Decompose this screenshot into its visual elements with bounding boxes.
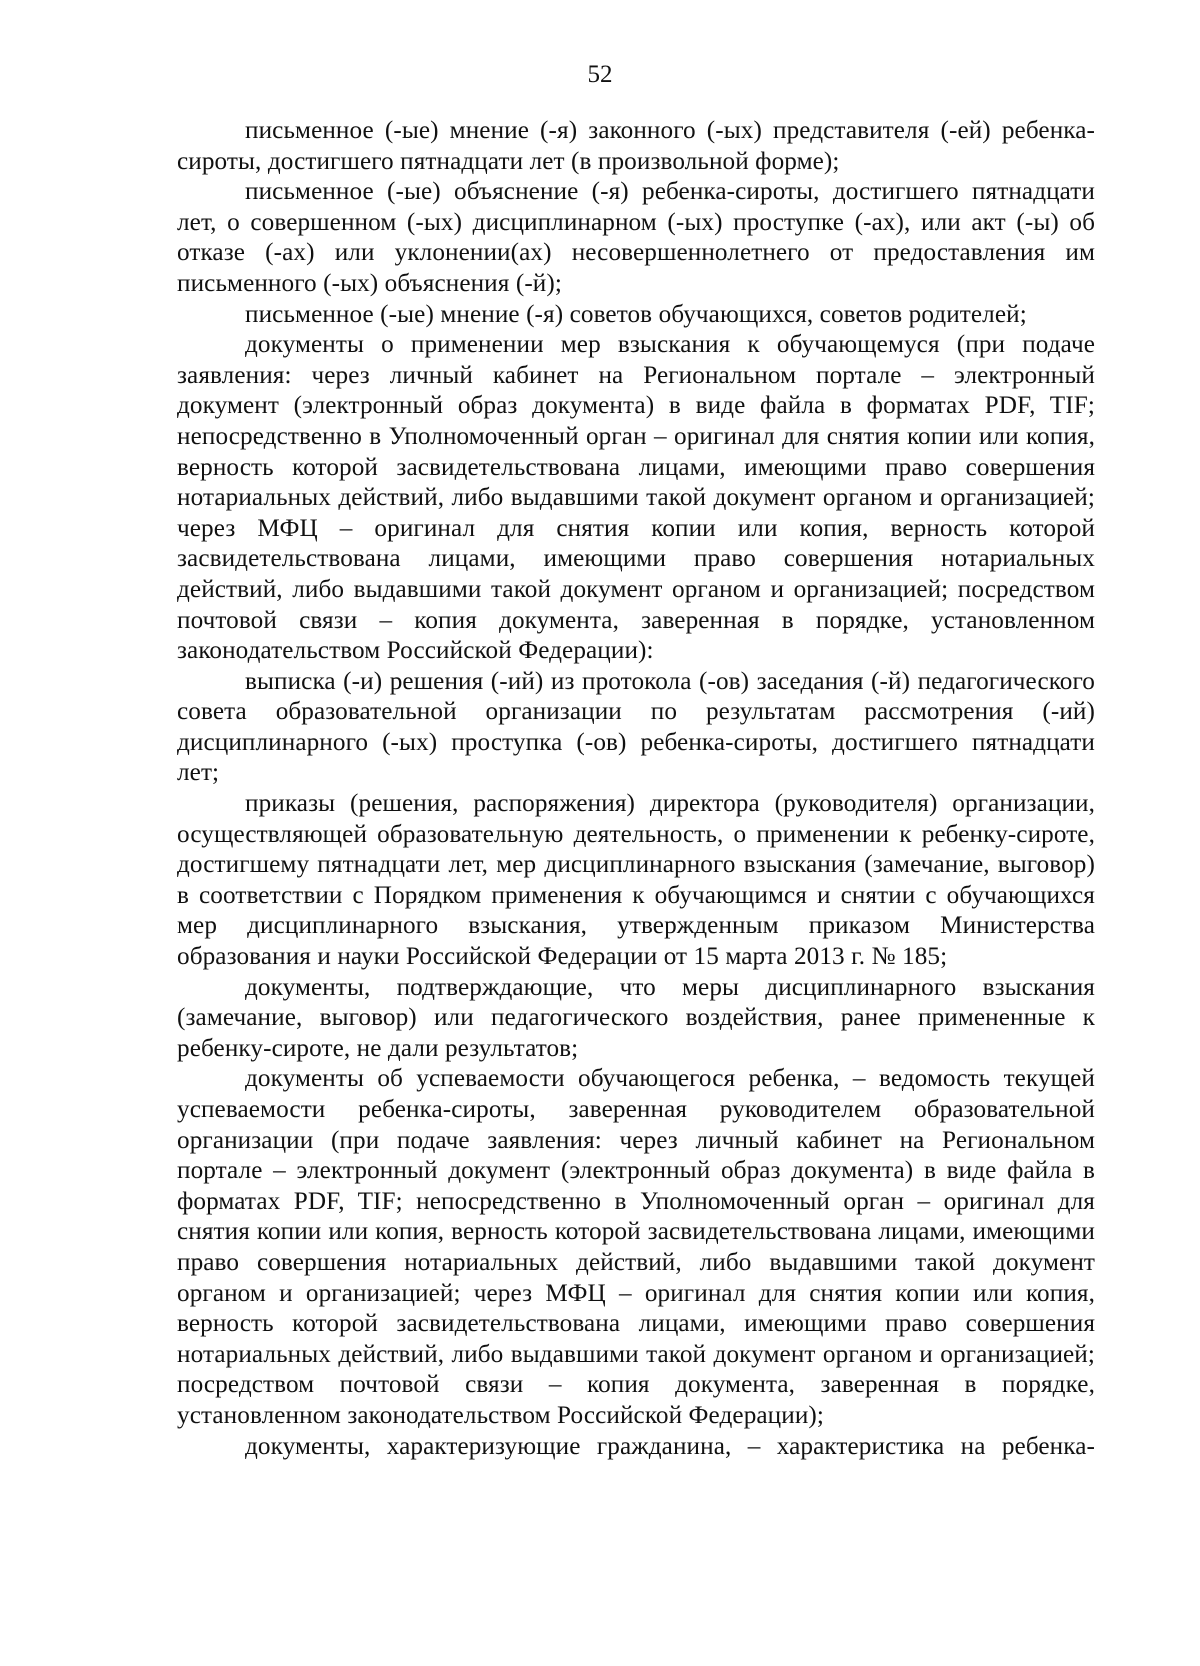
paragraph-academic-performance: документы об успеваемости обучающегося ребенка, – ведомость текущей успеваемости ребенка-сироты, заверенная руководителем образовательной организации (при подаче заявления: через личный кабинет на Региональном портале – электронный документ (электронный образ документа) в виде файла в форматах PDF, TIF; непосредственно в Уполномоченный орган – оригинал для снятия копии или копия, верность которой засвидетельствована лицами, имеющими право совершения нотариальных действий, либо выдавшими такой документ органом и организацией; через МФЦ – оригинал для снятия копии или копия, верность которой засвидетельствована лицами, имеющими право совершения нотариальных действий, либо выдавшими такой документ органом и организацией; посредством почтовой связи – копия документа, заверенная в порядке, установленном законодательством Российской Федерации); xyxy=(177,1065,1095,1429)
paragraph-orphan-explanation: письменное (-ые) объяснение (-я) ребенка-сироты, достигшего пятнадцати лет, о совершенном (-ых) дисциплинарном (-ых) проступке (-ах), или акт (-ы) об отказе (-ах) или уклонении(ах) несовершеннолетнего от предоставления им письменного (-ых) объяснения (-й); xyxy=(177,178,1095,297)
paragraph-council-protocol-extract: выписка (-и) решения (-ий) из протокола (-ов) заседания (-й) педагогического совета образовательной организации по результатам рассмотрения (-ий) дисциплинарного (-ых) проступка (-ов) ребенка-сироты, достигшего пятнадцати лет; xyxy=(177,667,1095,787)
paragraph-penalty-documents: документы о применении мер взыскания к обучающемуся (при подаче заявления: через личный кабинет на Региональном портале – электронный документ (электронный образ документа) в виде файла в форматах PDF, TIF; непосредственно в Уполномоченный орган – оригинал для снятия копии или копия, верность которой засвидетельствована лицами, имеющими право совершения нотариальных действий, либо выдавшими такой документ органом и организацией; через МФЦ – оригинал для снятия копии или копия, верность которой засвидетельствована лицами, имеющими право совершения нотариальных действий, либо выдавшими такой документ органом и организацией; посредством почтовой связи – копия документа, заверенная в порядке, установленном законодательством Российской Федерации): xyxy=(177,331,1095,665)
paragraph-measures-ineffective: документы, подтверждающие, что меры дисциплинарного взыскания (замечание, выговор) или педагогического воздействия, ранее примененные к ребенку-сироте, не дали результатов; xyxy=(177,973,1095,1062)
paragraph-director-orders: приказы (решения, распоряжения) директора (руководителя) организации, осуществляющей образовательную деятельность, о применении к ребенку-сироте, достигшему пятнадцати лет, мер дисциплинарного взыскания (замечание, выговор) в соответствии с Порядком применения к обучающимся и снятии с обучающихся мер дисциплинарного взыскания, утвержденным приказом Министерства образования и науки Российской Федерации от 15 марта 2013 г. № 185; xyxy=(177,790,1095,971)
page-number: 52 xyxy=(587,61,613,88)
paragraph-guardian-opinion: письменное (-ые) мнение (-я) законного (-ых) представителя (-ей) ребенка-сироты, достигшего пятнадцати лет (в произвольной форме); xyxy=(177,117,1095,175)
paragraph-characterization: документы, характеризующие гражданина, – характеристика на ребенка- xyxy=(245,1432,1095,1460)
document-body xyxy=(177,116,1095,1462)
paragraph-councils-opinion: письменное (-ые) мнение (-я) советов обучающихся, советов родителей; xyxy=(245,300,1027,328)
